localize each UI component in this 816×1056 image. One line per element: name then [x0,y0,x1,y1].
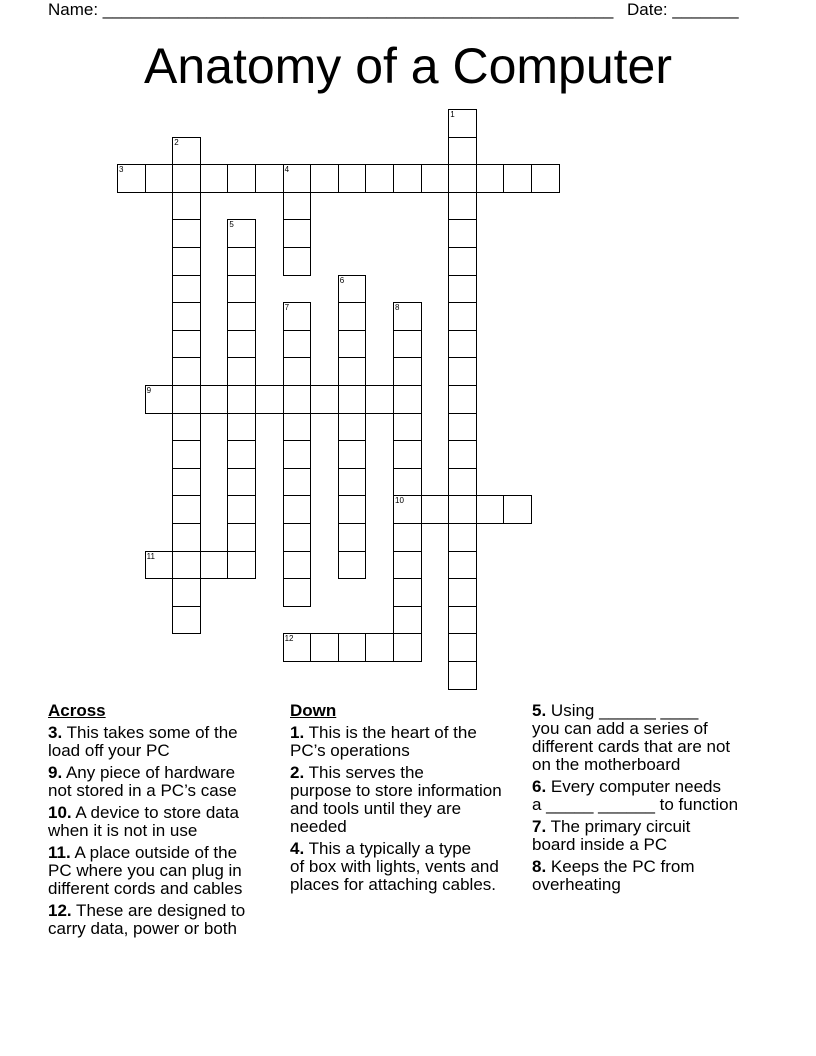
clue-number-label: 7. [532,817,547,836]
grid-cell[interactable] [448,413,477,442]
grid-cell[interactable] [172,357,201,386]
grid-cell[interactable] [448,164,477,193]
grid-cell[interactable] [310,633,339,662]
grid-cell[interactable] [393,385,422,414]
grid-cell[interactable] [255,385,284,414]
clue-text: Every computer needs a _____ ______ to function [532,777,739,814]
grid-cell[interactable] [338,357,367,386]
grid-cell[interactable] [227,523,256,552]
grid-cell[interactable] [283,357,312,386]
grid-cell[interactable] [448,385,477,414]
grid-cell[interactable] [200,385,229,414]
clue-number-label: 8. [532,857,547,876]
down-clues-continued [532,702,772,898]
down-clue-list [290,724,530,894]
grid-cell[interactable] [531,164,560,193]
grid-cell[interactable] [476,164,505,193]
clue-number: 1 [450,110,455,119]
grid-cell[interactable] [172,606,201,635]
grid-cell[interactable] [255,164,284,193]
date-field-label: Date: _______ [627,0,739,19]
grid-cell[interactable] [283,468,312,497]
grid-cell[interactable] [421,164,450,193]
grid-cell[interactable] [200,164,229,193]
grid-cell[interactable] [227,275,256,304]
across-clue [48,902,278,938]
grid-cell[interactable] [283,164,312,193]
clue-number: 5 [229,220,234,230]
grid-cell[interactable] [393,330,422,359]
grid-cell[interactable] [283,551,312,580]
clue-text: This takes some of the load off your PC [48,723,238,760]
grid-cell[interactable] [145,164,174,193]
clue-text: A device to store data when it is not in use [48,803,239,840]
grid-cell[interactable] [283,247,312,276]
clue-number-label: 2. [290,763,305,782]
down-clue [290,724,530,760]
grid-cell[interactable] [365,633,394,662]
down-clue-list-continued [532,702,772,894]
grid-cell[interactable] [227,495,256,524]
grid-cell[interactable] [172,495,201,524]
grid-cell[interactable] [172,468,201,497]
grid-cell[interactable] [172,164,201,193]
grid-cell[interactable] [338,302,367,331]
down-clue [532,818,772,854]
clue-number: 12 [284,634,294,644]
clue-number: 7 [284,303,290,313]
grid-cell[interactable] [172,275,201,304]
grid-cell[interactable] [227,385,256,414]
across-clue [48,724,278,760]
grid-cell[interactable] [172,219,201,248]
grid-cell[interactable] [283,578,312,607]
clue-number-label: 11. [48,843,71,862]
clue-text: Keeps the PC from overheating [532,857,695,894]
grid-cell[interactable] [338,440,367,469]
grid-cell[interactable] [393,440,422,469]
clue-number-label: 4. [290,839,305,858]
grid-cell[interactable] [448,247,477,276]
grid-cell[interactable] [338,164,367,193]
grid-cell[interactable] [393,302,422,331]
grid-cell[interactable] [283,523,312,552]
clue-text: This is the heart of the PC’s operations [290,723,477,760]
grid-cell[interactable] [503,164,532,193]
grid-cell[interactable] [338,275,367,304]
clue-number: 8 [395,303,400,313]
clue-number: 4 [284,165,290,175]
grid-cell[interactable] [338,413,367,442]
down-clue [532,858,772,894]
clue-number: 2 [174,137,179,147]
across-heading: Across [48,701,106,720]
grid-cell[interactable] [310,164,339,193]
grid-cell[interactable] [227,219,256,248]
grid-cell[interactable] [227,302,256,331]
across-clues [48,702,278,942]
down-clue [532,702,772,774]
grid-cell[interactable] [338,523,367,552]
grid-cell[interactable] [200,551,229,580]
grid-cell[interactable] [448,495,477,524]
grid-cell[interactable] [172,440,201,469]
grid-cell[interactable] [448,661,477,690]
across-clue [48,804,278,840]
clue-number-label: 3. [48,723,63,742]
grid-cell[interactable] [448,137,477,166]
grid-cell[interactable] [338,495,367,524]
across-clue [48,844,278,898]
grid-cell[interactable] [448,357,477,386]
grid-cell[interactable] [145,385,174,414]
grid-cell[interactable] [172,523,201,552]
clue-text: These are designed to carry data, power or both [48,901,246,938]
clue-text: The primary circuit board inside a PC [532,817,691,854]
clue-text: Using ______ ____ you can add a series of different cards that are not on the motherboard [532,701,731,774]
grid-cell[interactable] [227,330,256,359]
grid-cell[interactable] [393,468,422,497]
clue-number-label: 10. [48,803,72,822]
clue-number-label: 5. [532,701,547,720]
clue-number-label: 6. [532,777,547,796]
grid-cell[interactable] [283,413,312,442]
across-clue [48,764,278,800]
down-heading: Down [290,701,337,720]
grid-cell[interactable] [172,413,201,442]
grid-cell[interactable] [448,633,477,662]
name-field-label: Name: ______________________________________________________ [48,0,614,19]
grid-cell[interactable] [117,164,146,193]
clue-number-label: 12. [48,901,72,920]
grid-cell[interactable] [172,551,201,580]
grid-cell[interactable] [283,633,312,662]
down-clue [290,840,530,894]
grid-cell[interactable] [145,551,174,580]
down-clue [290,764,530,836]
grid-cell[interactable] [393,357,422,386]
grid-cell[interactable] [448,578,477,607]
clue-number: 6 [339,275,345,285]
clue-text: Any piece of hardware not stored in a PC’s case [48,763,237,800]
grid-cell[interactable] [365,164,394,193]
grid-cell[interactable] [172,385,201,414]
grid-cell[interactable] [227,357,256,386]
grid-cell[interactable] [227,440,256,469]
grid-cell[interactable] [448,523,477,552]
grid-cell[interactable] [227,413,256,442]
grid-cell[interactable] [172,302,201,331]
grid-cell[interactable] [227,164,256,193]
grid-cell[interactable] [393,606,422,635]
grid-cell[interactable] [448,606,477,635]
grid-cell[interactable] [393,164,422,193]
page-title: Anatomy of a Computer [143,38,673,94]
clue-number: 11 [146,551,155,561]
grid-cell[interactable] [310,385,339,414]
grid-cell[interactable] [476,495,505,524]
grid-cell[interactable] [393,413,422,442]
grid-cell[interactable] [448,109,477,138]
grid-cell[interactable] [338,633,367,662]
grid-cell[interactable] [227,247,256,276]
grid-cell[interactable] [172,247,201,276]
grid-cell[interactable] [448,302,477,331]
grid-cell[interactable] [172,137,201,166]
clue-text: A place outside of the PC where you can plug in different cords and cables [48,843,243,898]
clue-number: 3 [119,165,124,175]
grid-cell[interactable] [172,192,201,221]
clue-text: This a typically a type of box with lights, vents and places for attaching cables. [290,839,499,894]
grid-cell[interactable] [283,440,312,469]
grid-cell[interactable] [227,551,256,580]
grid-cell[interactable] [448,440,477,469]
grid-cell[interactable] [172,330,201,359]
grid-cell[interactable] [393,633,422,662]
grid-cell[interactable] [283,385,312,414]
grid-cell[interactable] [448,219,477,248]
grid-cell[interactable] [338,385,367,414]
grid-cell[interactable] [448,330,477,359]
grid-cell[interactable] [393,578,422,607]
grid-cell[interactable] [448,275,477,304]
grid-cell[interactable] [338,468,367,497]
grid-cell[interactable] [283,495,312,524]
clue-number-label: 1. [290,723,305,742]
down-clues [290,702,530,898]
grid-cell[interactable] [338,551,367,580]
grid-cell[interactable] [283,192,312,221]
down-clue [532,778,772,814]
grid-cell[interactable] [365,385,394,414]
grid-cell[interactable] [172,578,201,607]
grid-cell[interactable] [448,192,477,221]
grid-cell[interactable] [421,495,450,524]
grid-cell[interactable] [338,330,367,359]
grid-cell[interactable] [283,330,312,359]
grid-cell[interactable] [503,495,532,524]
grid-cell[interactable] [448,468,477,497]
clue-number: 10 [395,496,404,506]
grid-cell[interactable] [283,302,312,331]
grid-cell[interactable] [393,551,422,580]
across-clue-list [48,724,278,938]
grid-cell[interactable] [393,523,422,552]
grid-cell[interactable] [283,219,312,248]
clue-number-label: 9. [48,763,63,782]
grid-cell[interactable] [448,551,477,580]
clue-text: This serves the purpose to store information and tools until they are needed [290,763,502,836]
grid-cell[interactable] [227,468,256,497]
grid-cell[interactable] [393,495,422,524]
clue-number: 9 [146,386,152,395]
